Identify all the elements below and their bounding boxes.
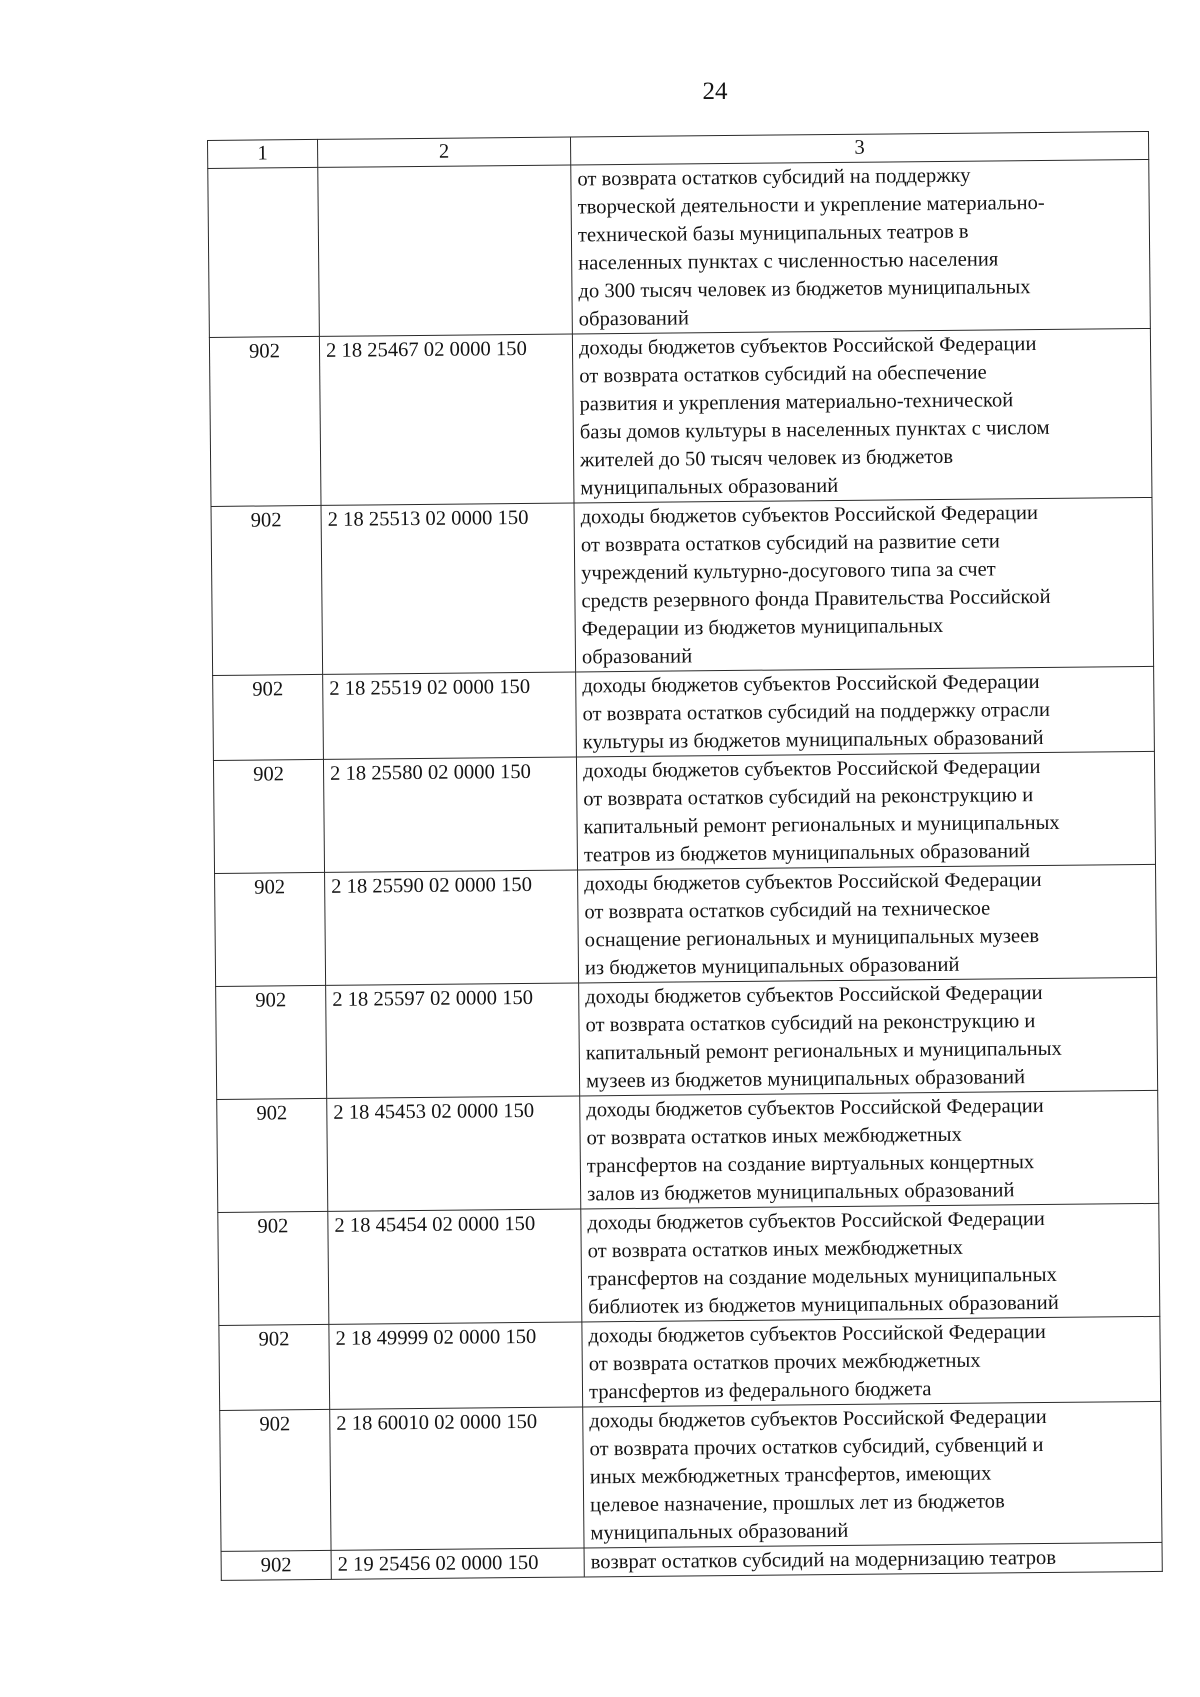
description-line: от возврата остатков субсидий на реконструкцию и — [585, 1010, 1036, 1037]
description-line: муниципальных образований — [580, 474, 839, 500]
table-row — [211, 497, 1154, 675]
description-line: от возврата остатков прочих межбюджетных — [588, 1349, 981, 1376]
description-line: до 300 тысяч человек из бюджетов муниципальных — [578, 276, 1031, 303]
admin-code-cell: 902 — [215, 872, 326, 986]
description-line: от возврата остатков субсидий на поддержку — [577, 164, 971, 191]
description-line: доходы бюджетов субъектов Российской Федерации — [580, 502, 1039, 529]
description-line: оснащение региональных и муниципальных музеев — [584, 925, 1040, 952]
description-line: от возврата остатков субсидий на обеспечение — [579, 361, 987, 388]
description-line: творческой деятельности и укрепление материально- — [577, 191, 1045, 219]
description-cell — [583, 1401, 1162, 1548]
description-line: трансфертов из федерального бюджета — [588, 1378, 932, 1404]
budget-code-cell: 2 18 60010 02 0000 150 — [330, 1407, 584, 1550]
table-row — [219, 1316, 1161, 1410]
description-line: возврат остатков субсидий на модернизацию театров — [590, 1546, 1057, 1574]
description-cell — [571, 159, 1151, 334]
column-header-2: 2 — [317, 137, 570, 167]
description-cell — [582, 1316, 1161, 1407]
description-line: образований — [578, 307, 690, 331]
description-line: муниципальных образований — [590, 1519, 849, 1545]
description-line: доходы бюджетов субъектов Российской Федерации — [582, 671, 1040, 698]
description-cell — [576, 666, 1155, 757]
description-line: технической базы муниципальных театров в — [577, 220, 969, 247]
admin-code-cell: 902 — [213, 674, 324, 760]
description-line: доходы бюджетов субъектов Российской Федерации — [578, 333, 1037, 360]
budget-code-cell — [318, 165, 573, 336]
table-row — [213, 666, 1155, 760]
description-line: развития и укрепления материально-технической — [579, 389, 1014, 416]
table-row — [216, 977, 1158, 1099]
description-line: доходы бюджетов субъектов Российской Федерации — [586, 1095, 1044, 1122]
budget-code-cell: 2 18 49999 02 0000 150 — [329, 1322, 583, 1409]
budget-code-cell: 2 18 25513 02 0000 150 — [321, 503, 576, 674]
description-line: капитальный ремонт региональных и муниципальных — [583, 811, 1060, 839]
description-line: доходы бюджетов субъектов Российской Федерации — [589, 1405, 1047, 1433]
description-line: жителей до 50 тысяч человек из бюджетов — [579, 445, 954, 472]
description-line: доходы бюджетов субъектов Российской Федерации — [588, 1321, 1046, 1348]
description-line: от возврата остатков субсидий на поддержку отрасли — [582, 698, 1051, 726]
table-row — [208, 159, 1151, 337]
description-cell — [580, 1090, 1159, 1209]
budget-code-cell: 2 18 25590 02 0000 150 — [325, 870, 579, 985]
admin-code-cell: 902 — [217, 1098, 328, 1212]
admin-code-cell: 902 — [211, 505, 323, 675]
description-cell — [576, 751, 1155, 870]
description-line: доходы бюджетов субъектов Российской Федерации — [587, 1208, 1045, 1235]
table-row — [218, 1203, 1160, 1325]
table-row — [213, 751, 1155, 873]
table-row — [215, 864, 1157, 986]
description-line: залов из бюджетов муниципальных образований — [587, 1179, 1015, 1206]
budget-code-cell: 2 18 25519 02 0000 150 — [323, 672, 577, 759]
description-line: культуры из бюджетов муниципальных образований — [582, 726, 1044, 754]
admin-code-cell: 902 — [213, 759, 324, 873]
admin-code-cell: 902 — [220, 1409, 331, 1551]
description-cell — [584, 1542, 1162, 1577]
admin-code-cell: 902 — [218, 1211, 329, 1325]
description-line: от возврата остатков субсидий на реконструкцию и — [583, 784, 1034, 811]
description-line: учреждений культурно-досугового типа за счет — [581, 558, 996, 585]
table-row — [209, 328, 1152, 506]
description-line: населенных пунктах с численностью населения — [578, 248, 999, 275]
table-row — [220, 1401, 1162, 1551]
description-line: от возврата остатков иных межбюджетных — [587, 1236, 964, 1263]
admin-code-cell: 902 — [216, 985, 327, 1099]
description-line: трансфертов на создание модельных муниципальных — [587, 1263, 1057, 1291]
description-line: от возврата остатков субсидий на техническое — [584, 897, 991, 924]
description-cell — [574, 497, 1154, 672]
admin-code-cell: 902 — [219, 1324, 330, 1410]
budget-code-cell: 2 18 25467 02 0000 150 — [319, 334, 574, 505]
description-line: от возврата остатков субсидий на развитие сети — [580, 530, 1000, 557]
description-line: доходы бюджетов субъектов Российской Федерации — [582, 756, 1041, 783]
budget-code-cell: 2 18 25597 02 0000 150 — [326, 983, 580, 1098]
column-header-3: 3 — [570, 131, 1148, 165]
description-line: капитальный ремонт региональных и муниципальных — [585, 1037, 1062, 1065]
description-line: доходы бюджетов субъектов Российской Федерации — [585, 982, 1043, 1009]
revenue-codes-table — [207, 131, 1163, 1581]
column-header-1: 1 — [208, 139, 318, 168]
budget-code-cell: 2 18 25580 02 0000 150 — [323, 757, 577, 872]
description-cell — [572, 328, 1152, 503]
budget-code-cell: 2 19 25456 02 0000 150 — [331, 1548, 584, 1579]
admin-code-cell: 902 — [221, 1550, 331, 1580]
budget-code-cell: 2 18 45453 02 0000 150 — [327, 1096, 581, 1211]
description-line: музеев из бюджетов муниципальных образований — [585, 1066, 1026, 1093]
description-cell — [579, 977, 1158, 1096]
description-line: трансфертов на создание виртуальных концертных — [586, 1151, 1035, 1178]
description-line: театров из бюджетов муниципальных образований — [583, 840, 1031, 867]
admin-code-cell: 902 — [209, 336, 321, 506]
description-line: иных межбюджетных трансфертов, имеющих — [589, 1462, 992, 1489]
description-cell — [578, 864, 1157, 983]
table-row — [217, 1090, 1159, 1212]
page-number: 24 — [702, 78, 728, 105]
description-line: доходы бюджетов субъектов Российской Федерации — [584, 869, 1042, 896]
description-cell — [581, 1203, 1160, 1322]
description-line: целевое назначение, прошлых лет из бюджетов — [590, 1490, 1005, 1517]
description-line: библиотек из бюджетов муниципальных образований — [588, 1291, 1059, 1319]
description-line: от возврата остатков иных межбюджетных — [586, 1123, 962, 1150]
description-line: Федерации из бюджетов муниципальных — [581, 614, 944, 641]
admin-code-cell — [208, 167, 320, 337]
description-line: базы домов культуры в населенных пунктах с числом — [579, 416, 1050, 444]
description-line: образований — [581, 645, 693, 669]
description-line: от возврата прочих остатков субсидий, субвенций и — [589, 1434, 1044, 1461]
description-line: средств резервного фонда Правительства Российской — [581, 585, 1051, 613]
description-line: из бюджетов муниципальных образований — [584, 953, 960, 980]
budget-code-cell: 2 18 45454 02 0000 150 — [328, 1209, 582, 1324]
